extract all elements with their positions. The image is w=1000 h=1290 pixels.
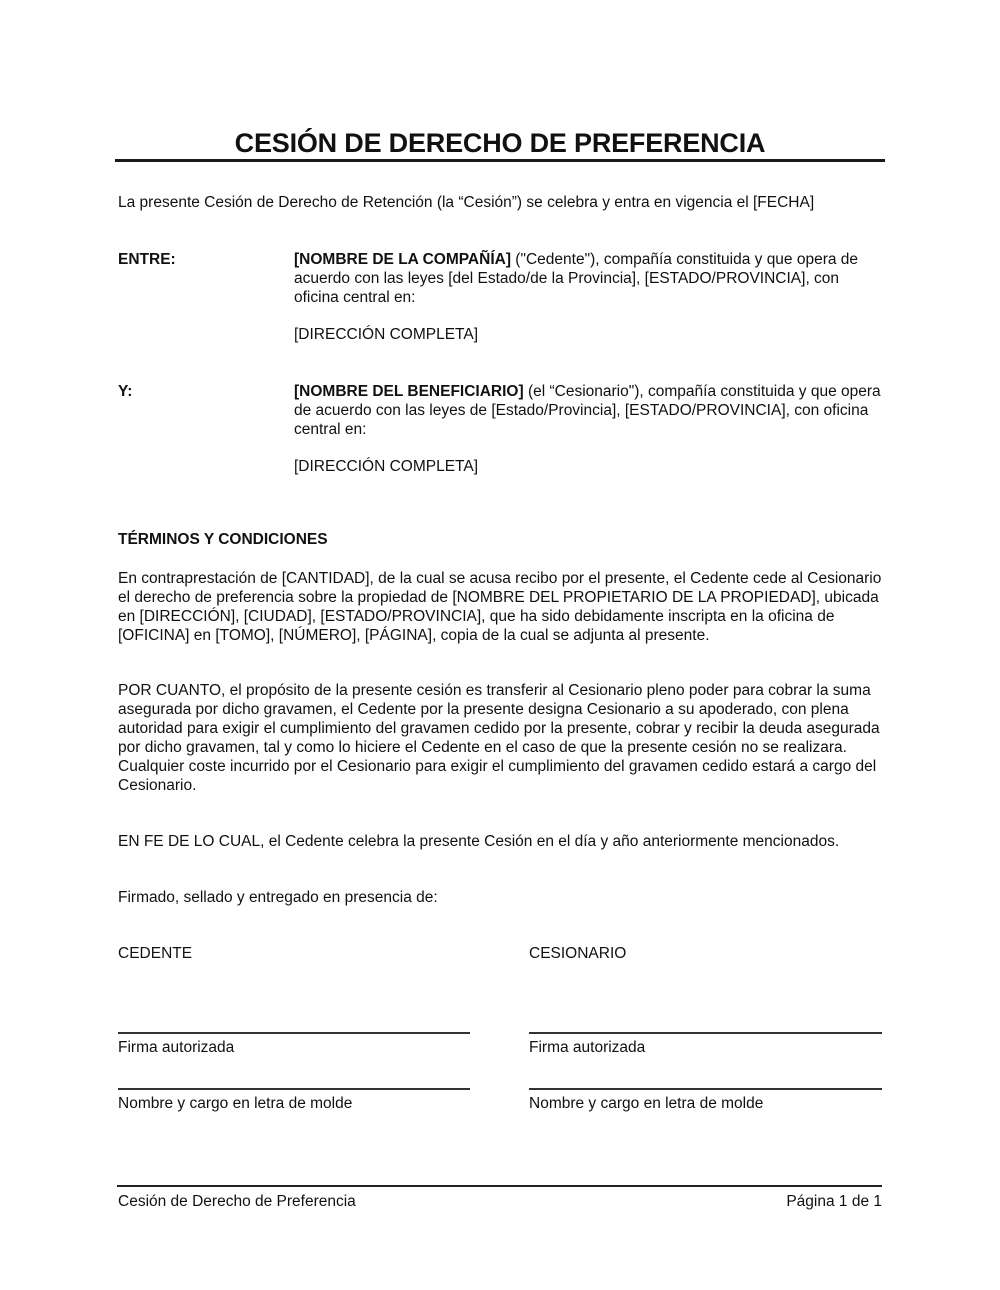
footer-rule bbox=[117, 1185, 882, 1187]
signature-line-cesionario bbox=[529, 1032, 882, 1034]
party-label-entre: ENTRE: bbox=[118, 251, 176, 268]
party-address-cedente: [DIRECCIÓN COMPLETA] bbox=[294, 326, 479, 343]
party-description-cedente bbox=[294, 250, 884, 307]
party-details-cesionario: (el “Cesionario"), compañía constituida y que opera de acuerdo con las leyes de [Estado/Provincia], [ESTADO/PROVINCIA], con oficina central en: bbox=[294, 383, 881, 438]
party-name-cesionario: [NOMBRE DEL BENEFICIARIO] bbox=[294, 383, 524, 400]
terms-heading: TÉRMINOS Y CONDICIONES bbox=[118, 531, 328, 548]
name-line-cesionario bbox=[529, 1088, 882, 1090]
signature-party-cedente: CEDENTE bbox=[118, 945, 193, 962]
document-title: CESIÓN DE DERECHO DE PREFERENCIA bbox=[234, 128, 766, 158]
name-caption-cedente: Nombre y cargo en letra de molde bbox=[118, 1095, 353, 1112]
signature-caption-cedente: Firma autorizada bbox=[118, 1039, 235, 1056]
signature-line-cedente bbox=[118, 1032, 470, 1034]
intro-paragraph: La presente Cesión de Derecho de Retención (la “Cesión”) se celebra y entra en vigencia el [FECHA] bbox=[118, 194, 815, 211]
signature-party-cesionario: CESIONARIO bbox=[529, 945, 627, 962]
terms-paragraph-por-cuanto: POR CUANTO, el propósito de la presente cesión es transferir al Cesionario pleno poder para cobrar la suma asegurada por dicho gravamen, el Cedente por la presente designa Cesionario a su apoderado, con plena autoridad para exigir el cumplimiento del gravamen cedido por la presente, cobrar y recibir la deuda asegurada por dicho gravamen, tal y como lo hiciere el Cedente en el caso de que la presente cesión no se realizara. Cualquier coste incurrido por el Cesionario para exigir el cumplimiento del gravamen cedido estará a cargo del Cesionario. bbox=[118, 682, 880, 794]
signed-sealed-line: Firmado, sellado y entregado en presencia de: bbox=[118, 889, 438, 906]
name-caption-cesionario: Nombre y cargo en letra de molde bbox=[529, 1095, 764, 1112]
party-name-cedente: [NOMBRE DE LA COMPAÑÍA] bbox=[294, 251, 511, 268]
witness-clause: EN FE DE LO CUAL, el Cedente celebra la presente Cesión en el día y año anteriormente mencionados. bbox=[118, 833, 840, 850]
party-label-y: Y: bbox=[118, 383, 133, 400]
party-address-cesionario: [DIRECCIÓN COMPLETA] bbox=[294, 458, 479, 475]
signature-caption-cesionario: Firma autorizada bbox=[529, 1039, 646, 1056]
footer-document-name: Cesión de Derecho de Preferencia bbox=[118, 1193, 356, 1210]
party-description-cesionario bbox=[294, 382, 884, 439]
terms-paragraph-consideration: En contraprestación de [CANTIDAD], de la cual se acusa recibo por el presente, el Cedente cede al Cesionario el derecho de preferencia sobre la propiedad de [NOMBRE DEL PROPIETARIO DE LA PROPIEDAD], ubicada en [DIRECCIÓN], [CIUDAD], [ESTADO/PROVINCIA], que ha sido debidamente inscripta en la oficina de [OFICINA] en [TOMO], [NÚMERO], [PÁGINA], copia de la cual se adjunta al presente. bbox=[118, 570, 882, 644]
name-line-cedente bbox=[118, 1088, 470, 1090]
title-underline bbox=[115, 159, 885, 162]
footer-page-number: Página 1 de 1 bbox=[786, 1193, 882, 1210]
party-details-cedente: ("Cedente"), compañía constituida y que opera de acuerdo con las leyes [del Estado/de la Provincia], [ESTADO/PROVINCIA], con oficina central en: bbox=[294, 251, 859, 306]
